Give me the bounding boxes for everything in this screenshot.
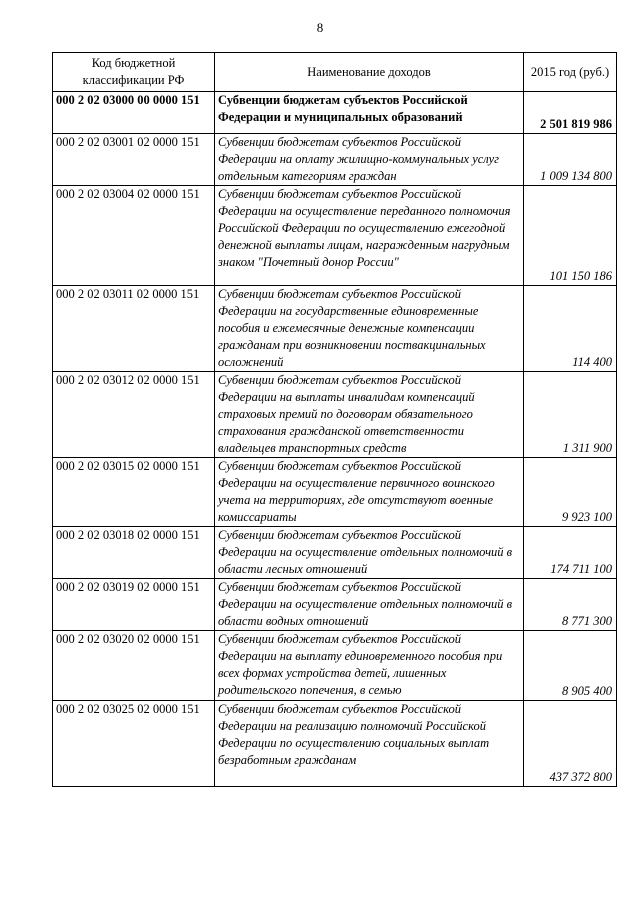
revenue-table — [52, 52, 617, 787]
row-code: 000 2 02 03025 02 0000 151 — [53, 701, 215, 787]
table-row — [53, 527, 617, 579]
row-amount: 2 501 819 986 — [524, 92, 617, 134]
row-name: Субвенции бюджетам субъектов Российской Федерации на осуществление переданного полномочия Российской Федерации по осуществлению ежегодной денежной выплаты лицам, награжденным нагрудным знаком "Почетный донор России" — [215, 186, 524, 286]
table-row — [53, 631, 617, 701]
table-row — [53, 701, 617, 787]
row-amount: 114 400 — [524, 286, 617, 372]
row-amount: 8 771 300 — [524, 579, 617, 631]
header-amount: 2015 год (руб.) — [524, 53, 617, 92]
header-code: Код бюджетной классификации РФ — [53, 53, 215, 92]
row-name: Субвенции бюджетам субъектов Российской Федерации на осуществление отдельных полномочий в области водных отношений — [215, 579, 524, 631]
table-row — [53, 286, 617, 372]
row-code: 000 2 02 03001 02 0000 151 — [53, 134, 215, 186]
row-code: 000 2 02 03012 02 0000 151 — [53, 372, 215, 458]
row-code: 000 2 02 03011 02 0000 151 — [53, 286, 215, 372]
table-row — [53, 134, 617, 186]
row-code: 000 2 02 03015 02 0000 151 — [53, 458, 215, 527]
table-row — [53, 372, 617, 458]
page-number: 8 — [316, 20, 324, 35]
row-amount: 101 150 186 — [524, 186, 617, 286]
row-name: Субвенции бюджетам субъектов Российской Федерации на выплаты инвалидам компенсаций страховых премий по договорам обязательного страхования гражданской ответственности владельцев транспортных средств — [215, 372, 524, 458]
row-name: Субвенции бюджетам субъектов Российской Федерации и муниципальных образований — [215, 92, 524, 134]
table-row — [53, 579, 617, 631]
row-name: Субвенции бюджетам субъектов Российской Федерации на осуществление первичного воинского учета на территориях, где отсутствуют военные комиссариаты — [215, 458, 524, 527]
row-amount: 8 905 400 — [524, 631, 617, 701]
row-name: Субвенции бюджетам субъектов Российской Федерации на осуществление отдельных полномочий в области лесных отношений — [215, 527, 524, 579]
row-name: Субвенции бюджетам субъектов Российской Федерации на выплату единовременного пособия при всех формах устройства детей, лишенных родительского попечения, в семью — [215, 631, 524, 701]
table-row — [53, 92, 617, 134]
row-name: Субвенции бюджетам субъектов Российской Федерации на государственные единовременные пособия и ежемесячные денежные компенсации гражданам при возникновении поствакцинальных осложнений — [215, 286, 524, 372]
row-amount: 1 311 900 — [524, 372, 617, 458]
row-code: 000 2 02 03004 02 0000 151 — [53, 186, 215, 286]
row-amount: 9 923 100 — [524, 458, 617, 527]
header-name: Наименование доходов — [215, 53, 524, 92]
row-code: 000 2 02 03000 00 0000 151 — [53, 92, 215, 134]
row-name: Субвенции бюджетам субъектов Российской Федерации на реализацию полномочий Российской Федерации по осуществлению социальных выплат безработным гражданам — [215, 701, 524, 787]
row-code: 000 2 02 03020 02 0000 151 — [53, 631, 215, 701]
row-name: Субвенции бюджетам субъектов Российской Федерации на оплату жилищно-коммунальных услуг отдельным категориям граждан — [215, 134, 524, 186]
table-row — [53, 186, 617, 286]
row-amount: 437 372 800 — [524, 701, 617, 787]
table-row — [53, 458, 617, 527]
row-code: 000 2 02 03019 02 0000 151 — [53, 579, 215, 631]
table-header-row — [53, 53, 617, 92]
row-amount: 1 009 134 800 — [524, 134, 617, 186]
row-code: 000 2 02 03018 02 0000 151 — [53, 527, 215, 579]
row-amount: 174 711 100 — [524, 527, 617, 579]
